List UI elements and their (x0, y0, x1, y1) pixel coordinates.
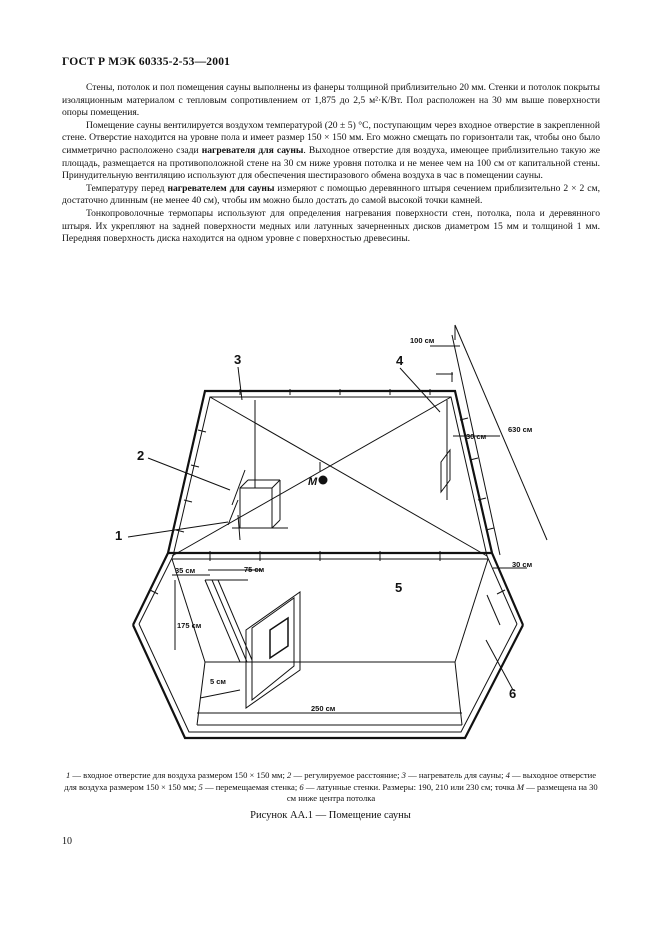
dimension-lines (172, 325, 547, 713)
page-number: 10 (62, 836, 72, 847)
text-run: . Выходное отверстие для воздуха, имеющее приблизительно такую же площадь, размещается на противоположной стене на 30 см ниже уровня потолка и не менее чем на 100 см от капитальной стены. Принудительную вентиляцию используют для обеспечения шестиразового обмена воздуха в час в помещении сауны. (62, 144, 600, 182)
legend-text: — латунные стенки. Размеры: 190, 210 или 230 см; точка (303, 781, 517, 792)
legend-text: — входное отверстие для воздуха размером 150 × 150 мм; (70, 770, 287, 780)
dim-5: 5 см (210, 677, 226, 686)
dim-175: 175 см (177, 621, 202, 630)
door (205, 580, 300, 708)
text-run: измеряют с помощью деревянного штыря сечением приблизительно 2 × 2 см, достаточно длинным (не менее 40 см), чтобы им можно было достать до самой высокой точки камней. (62, 182, 600, 207)
text-run: Помещение сауны вентилируется воздухом температурой (20 ± 5) °С, поступающим через входное отверстие в закрепленной стене. Отверстие находится на уровне пола и имеет размер 150 × 150 мм. Его можно смещать по горизонтали так, чтобы оно было симметрично расположено сзади (62, 119, 600, 156)
legend-key: 5 (198, 781, 203, 792)
legend-key: 1 (65, 770, 71, 780)
legend-text: — перемещаемая стенка; (202, 781, 300, 792)
callout-4: 4 (396, 353, 404, 368)
callout-6: 6 (509, 686, 517, 701)
legend-text: — размещена на 30 см ниже центра потолка (286, 781, 598, 803)
dim-75: 75 см (244, 565, 265, 574)
legend-key: M (516, 781, 525, 792)
point-m-marker (319, 476, 328, 485)
text-run: Температуру перед (86, 182, 168, 194)
dim-35: 35 см (175, 566, 196, 575)
text-run: Стены, потолок и пол помещения сауны выполнены из фанеры толщиной приблизительно 20 мм. Стенки и потолок покрыты изоляционным материалом с тепловым сопротивлением от 1,875 до 2,5 м²·К/Вт. Пол расположен на 30 мм выше поверхности опоры помещения. (62, 82, 600, 119)
bold-term: нагревателем для сауны (167, 182, 275, 194)
legend-key: 4 (505, 770, 510, 780)
text-run: Тонкопроволочные термопары используют для определения нагревания поверхности стен, потолка, пола и деревянного штыря. Их укрепляют на задней поверхности медных или латунных зачерненных дисков диаметром 15 мм и толщиной 1 мм. Передняя поверхность диска находится на одном уровне с поверхностью древесины. (62, 207, 600, 245)
callout-3: 3 (234, 352, 242, 367)
legend-text: — регулируемое расстояние; (291, 770, 402, 780)
callout-leaders (128, 367, 440, 537)
figure-title: Рисунок АА.1 — Помещение сауны (250, 810, 411, 821)
dim-630: 630 см (508, 425, 533, 434)
document-header: ГОСТ Р МЭК 60335-2-53—2001 (62, 56, 231, 68)
point-m-label: M (308, 476, 318, 488)
legend-key: 3 (401, 770, 406, 780)
bold-term: нагревателя для сауны (201, 144, 304, 156)
legend-key: 2 (287, 770, 292, 780)
dim-100: 100 см (410, 336, 435, 345)
figure-legend (62, 770, 600, 805)
callout-5: 5 (395, 580, 403, 595)
dim-30-side: 30 см (512, 560, 533, 569)
dim-30-top: 30 см (466, 432, 487, 441)
legend-key: 6 (299, 781, 304, 792)
legend-text: — нагреватель для сауны; (405, 770, 506, 780)
legend-text: — выходное отверстие для воздуха размером 150 × 150 мм; (64, 770, 597, 792)
callout-1: 1 (115, 528, 123, 543)
ceiling-diagonals (172, 397, 487, 556)
callout-2: 2 (137, 448, 145, 463)
room-top-frame (133, 389, 523, 625)
dim-250: 250 см (311, 704, 336, 713)
